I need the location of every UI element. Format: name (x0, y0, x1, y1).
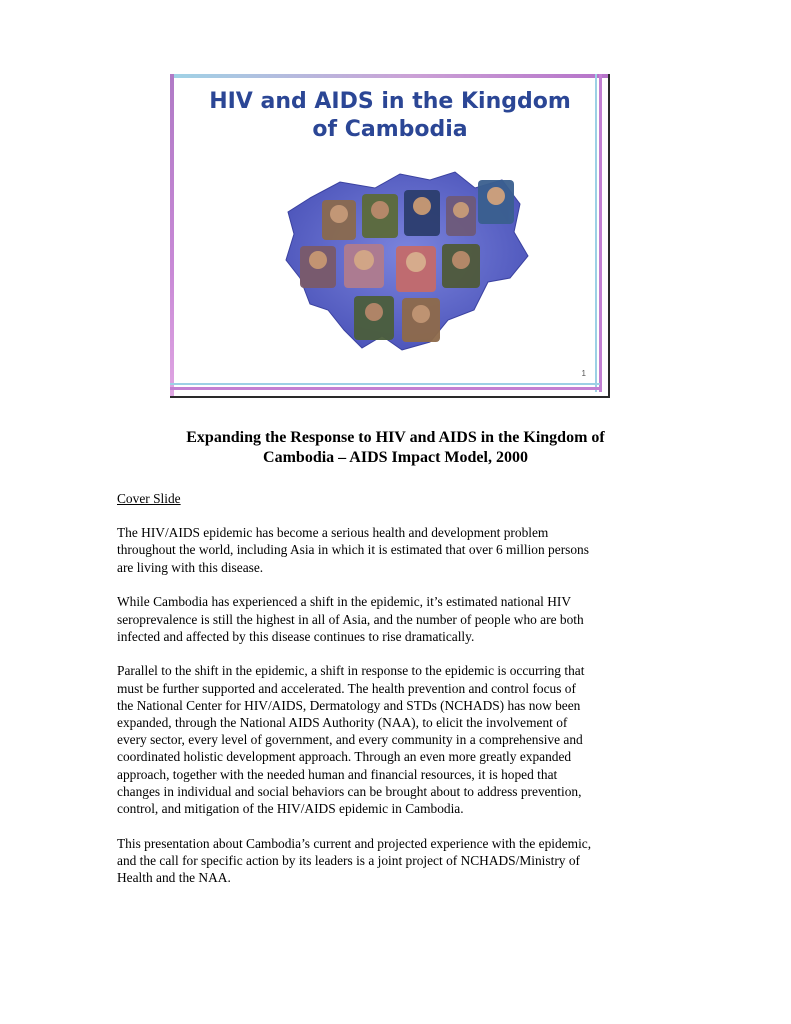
slide-title (170, 88, 610, 144)
paragraph-line: While Cambodia has experienced a shift in the epidemic, it’s estimated national HIV (117, 594, 572, 610)
paragraph-line: and the call for specific action by its leaders is a joint project of NCHADS/Ministry of (117, 852, 580, 868)
paragraph-line: infected and affected by this disease continues to rise dramatically. (117, 628, 475, 644)
paragraph-1 (117, 524, 677, 576)
slide-title-line-1: HIV and AIDS in the Kingdom (209, 89, 571, 114)
paragraph-line: are living with this disease. (117, 559, 264, 575)
slide-bottom-accent-bar-blue (170, 383, 600, 385)
slide-top-accent-bar (170, 74, 610, 78)
section-label: Cover Slide (117, 491, 181, 506)
slide-page-number: 1 (581, 369, 586, 378)
slide-title-line-2: of Cambodia (312, 117, 468, 142)
cover-slide-image (170, 74, 610, 398)
paragraph-line: must be further supported and accelerated. The health prevention and control focus of (117, 680, 576, 696)
paragraph-line: every sector, every level of government, and every community in a comprehensive and (117, 732, 583, 748)
document-body (117, 490, 677, 904)
paragraph-2 (117, 593, 677, 645)
paragraph-line: changes in individual and social behaviors can be brought about to address prevention, (117, 783, 582, 799)
paragraph-line: Health and the NAA. (117, 870, 231, 886)
paragraph-line: seroprevalence is still the highest in all of Asia, and the number of people who are both (117, 611, 584, 627)
paragraph-line: coordinated holistic development approach. Through an even more greatly expanded (117, 749, 572, 765)
document-heading (100, 428, 691, 468)
paragraph-line: Parallel to the shift in the epidemic, a shift in response to the epidemic is occurring that (117, 663, 585, 679)
paragraph-line: expanded, through the National AIDS Authority (NAA), to elicit the involvement of (117, 715, 568, 731)
paragraph-line: This presentation about Cambodia’s current and projected experience with the epidemic, (117, 835, 592, 851)
slide-bottom-accent-bar-purple (170, 387, 600, 390)
document-heading-line-2: Cambodia – AIDS Impact Model, 2000 (263, 449, 528, 466)
paragraph-3 (117, 662, 677, 817)
paragraph-line: approach, together with the needed human and financial resources, it is hoped that (117, 766, 558, 782)
document-heading-line-1: Expanding the Response to HIV and AIDS in the Kingdom of (186, 429, 605, 446)
paragraph-4 (117, 835, 677, 887)
cambodia-map-photo-collage-icon (270, 160, 535, 360)
paragraph-line: throughout the world, including Asia in which it is estimated that over 6 million persons (117, 542, 589, 558)
paragraph-line: The HIV/AIDS epidemic has become a serious health and development problem (117, 525, 549, 541)
paragraph-line: the National Center for HIV/AIDS, Dermatology and STDs (NCHADS) has now been (117, 697, 581, 713)
paragraph-line: control, and mitigation of the HIV/AIDS epidemic in Cambodia. (117, 801, 464, 817)
